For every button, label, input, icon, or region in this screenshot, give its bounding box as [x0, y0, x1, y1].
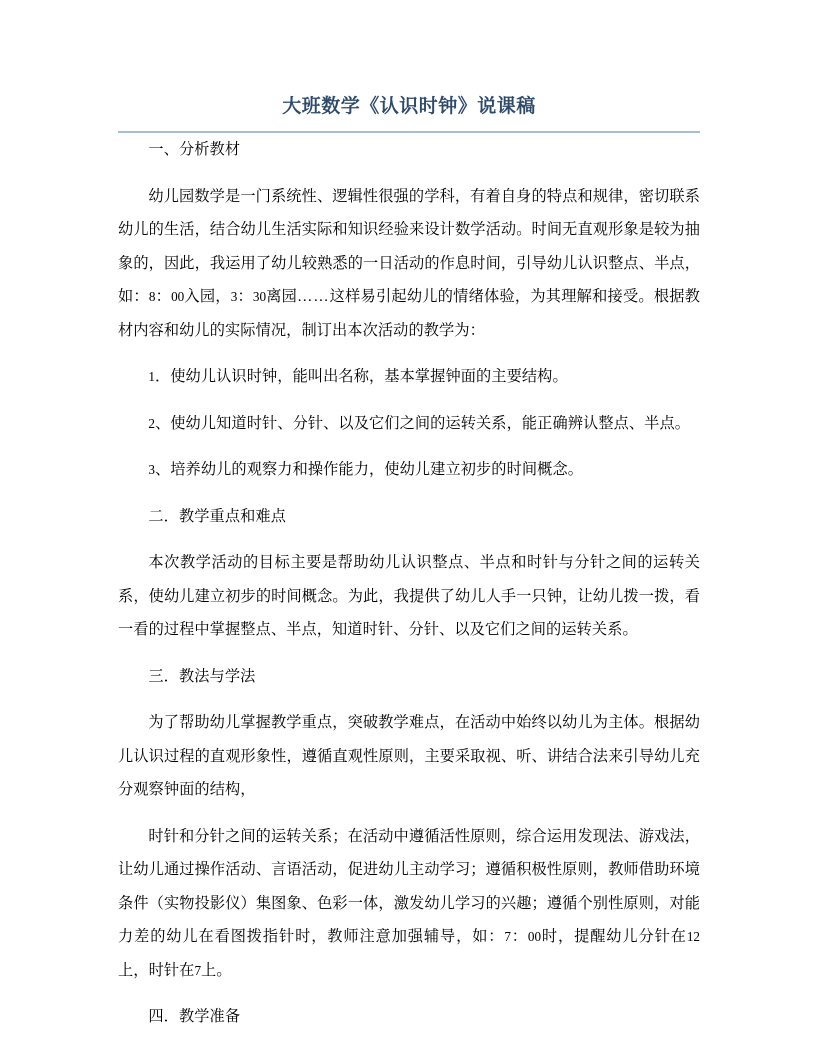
objective-list-item-2: 2、使幼儿知道时针、分针、以及它们之间的运转关系，能正确辨认整点、半点。: [148, 414, 691, 432]
numeral: 30: [252, 289, 267, 304]
section-heading-3: 三．教法与学法: [148, 667, 256, 685]
numeral: 2: [148, 415, 155, 431]
numeral: 7: [194, 962, 202, 978]
section-2-paragraph-1: 本次教学活动的目标主要是帮助幼儿认识整点、半点和时针与分针之间的运转关系，使幼儿建立初步的时间概念。为此，我提供了幼儿人手一只钟，让幼儿拨一拨，看一看的过程中掌握整点、半点，知道时针、分针、以及它们之间的运转关系。: [118, 554, 700, 638]
section-1-paragraph-1: 幼儿园数学是一门系统性、逻辑性很强的学科，有着自身的特点和规律，密切联系幼儿的生活，结合幼儿生活实际和知识经验来设计数学活动。时间无直观形象是较为抽象的，因此，我运用了幼儿较熟悉的一日活动的作息时间，引导幼儿认识整点、半点，如：8：00入园，3：30离园……这样易引起幼儿的情绪体验，为其理解和接受。根据教材内容和幼儿的实际情况，制订出本次活动的教学为：: [118, 187, 700, 339]
section-heading-2: 二．教学重点和难点: [148, 507, 286, 525]
page-body: [118, 0, 700, 1034]
objective-list-item-1: 1．使幼儿认识时钟，能叫出名称，基本掌握钟面的主要结构。: [148, 368, 568, 385]
numeral: 1: [148, 369, 155, 384]
section-heading-4: 四．教学准备: [148, 1008, 241, 1025]
section-heading-1: 一、分析教材: [148, 141, 241, 158]
page-title: 大班数学《认识时钟》说课稿: [282, 96, 536, 117]
section-3-paragraph-1: 为了帮助幼儿掌握教学重点，突破教学难点，在活动中始终以幼儿为主体。根据幼儿认识过程的直观形象性，遵循直观性原则，主要采取视、听、讲结合法来引导幼儿充分观察钟面的结构，: [118, 714, 700, 798]
objective-list-item-3: 3、培养幼儿的观察力和操作能力，使幼儿建立初步的时间概念。: [148, 461, 584, 478]
ellipsis: ……: [297, 288, 330, 305]
numeral: 3: [148, 462, 155, 477]
numeral: 00: [171, 289, 185, 304]
section-3-paragraph-2: 时针和分针之间的运转关系；在活动中遵循活性原则，综合运用发现法、游戏法，让幼儿通过操作活动、言语活动，促进幼儿主动学习；遵循积极性原则，教师借助环境条件（实物投影仪）集图象、色彩一体，激发幼儿学习的兴趣；遵循个别性原则，对能力差的幼儿在看图拨指针时，教师注意加强辅导，如：7：00时，提醒幼儿分针在12上，时针在7上。: [118, 827, 700, 979]
numeral: 12: [686, 929, 700, 944]
numeral: 7: [504, 929, 511, 944]
numeral: 8: [148, 289, 156, 304]
numeral: 3: [230, 289, 238, 304]
numeral: 00: [527, 929, 542, 944]
